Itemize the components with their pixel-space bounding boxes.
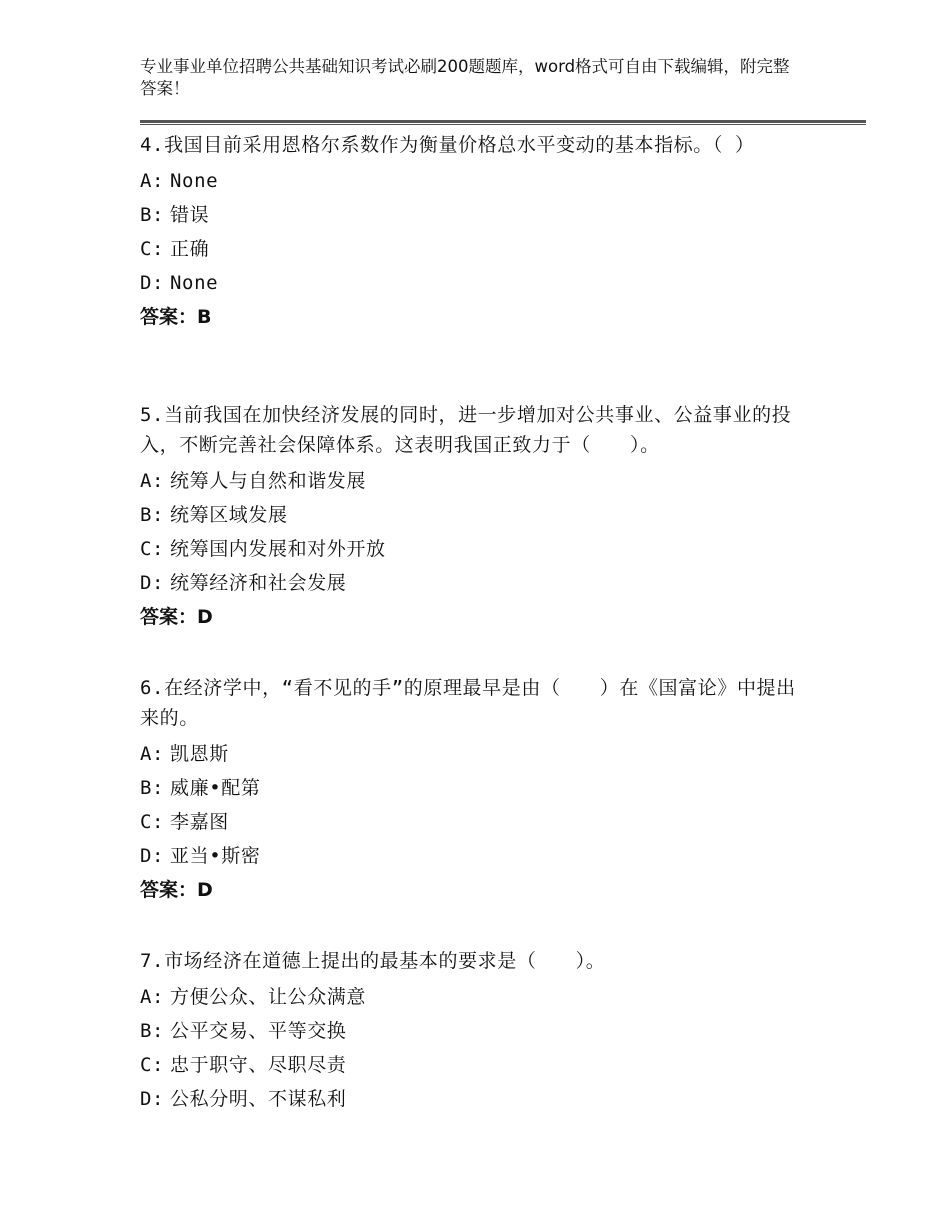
- option-b: [140, 1014, 800, 1048]
- option-letter: B:: [140, 504, 165, 526]
- option-c: [140, 532, 800, 566]
- option-letter: C:: [140, 238, 165, 260]
- option-letter: B:: [140, 777, 165, 799]
- answer-label: 答案：D: [140, 879, 213, 901]
- option-letter: A:: [140, 743, 165, 765]
- question-6: [140, 673, 800, 907]
- option-text: 统筹国内发展和对外开放: [170, 538, 386, 560]
- option-d: [140, 1082, 800, 1116]
- question-stem: 5.当前我国在加快经济发展的同时，进一步增加对公共事业、公益事业的投入，不断完善社会保障体系。这表明我国正致力于（ ）。: [140, 404, 792, 456]
- option-text: 凯恩斯: [170, 743, 229, 765]
- question-stem: 7.市场经济在道德上提出的最基本的要求是（ ）。: [140, 950, 606, 972]
- option-a: [140, 164, 800, 198]
- option-a: [140, 464, 800, 498]
- option-a: [140, 737, 800, 771]
- question-stem: 6.在经济学中，“看不见的手”的原理最早是由（ ）在《国富论》中提出来的。: [140, 677, 796, 729]
- option-d: [140, 566, 800, 600]
- option-text: None: [170, 170, 219, 192]
- question-7: [140, 946, 800, 1116]
- option-a: [140, 980, 800, 1014]
- option-d: [140, 839, 800, 873]
- option-text: 错误: [170, 204, 210, 226]
- option-text: 正确: [170, 238, 210, 260]
- option-letter: D:: [140, 572, 165, 594]
- option-text: 李嘉图: [170, 811, 229, 833]
- question-stem: 4.我国目前采用恩格尔系数作为衡量价格总水平变动的基本指标。（ ）: [140, 134, 755, 156]
- option-text: 公私分明、不谋私利: [170, 1088, 347, 1110]
- option-b: [140, 198, 800, 232]
- option-text: 威廉•配第: [170, 777, 261, 799]
- option-letter: A:: [140, 470, 165, 492]
- option-text: 亚当•斯密: [170, 845, 261, 867]
- option-d: [140, 266, 800, 300]
- option-letter: D:: [140, 1088, 165, 1110]
- answer-label: 答案：B: [140, 306, 212, 328]
- option-text: 公平交易、平等交换: [170, 1020, 347, 1042]
- option-text: 统筹经济和社会发展: [170, 572, 347, 594]
- option-text: None: [170, 272, 219, 294]
- option-b: [140, 771, 800, 805]
- question-5: [140, 400, 800, 634]
- option-text: 方便公众、让公众满意: [170, 986, 367, 1008]
- option-letter: A:: [140, 986, 165, 1008]
- option-letter: A:: [140, 170, 165, 192]
- page-header-title: 专业事业单位招聘公共基础知识考试必刷200题题库，word格式可自由下载编辑，附完整答案！: [140, 57, 790, 98]
- question-4: [140, 130, 800, 334]
- answer-label: 答案：D: [140, 606, 213, 628]
- option-letter: D:: [140, 845, 165, 867]
- option-letter: B:: [140, 204, 165, 226]
- option-letter: D:: [140, 272, 165, 294]
- option-text: 统筹人与自然和谐发展: [170, 470, 367, 492]
- option-letter: C:: [140, 538, 165, 560]
- option-b: [140, 498, 800, 532]
- option-text: 忠于职守、尽职尽责: [170, 1054, 347, 1076]
- option-letter: B:: [140, 1020, 165, 1042]
- option-letter: C:: [140, 1054, 165, 1076]
- page-header: [140, 56, 790, 100]
- option-c: [140, 1048, 800, 1082]
- option-c: [140, 232, 800, 266]
- header-double-rule: [140, 120, 866, 125]
- option-letter: C:: [140, 811, 165, 833]
- option-text: 统筹区域发展: [170, 504, 288, 526]
- option-c: [140, 805, 800, 839]
